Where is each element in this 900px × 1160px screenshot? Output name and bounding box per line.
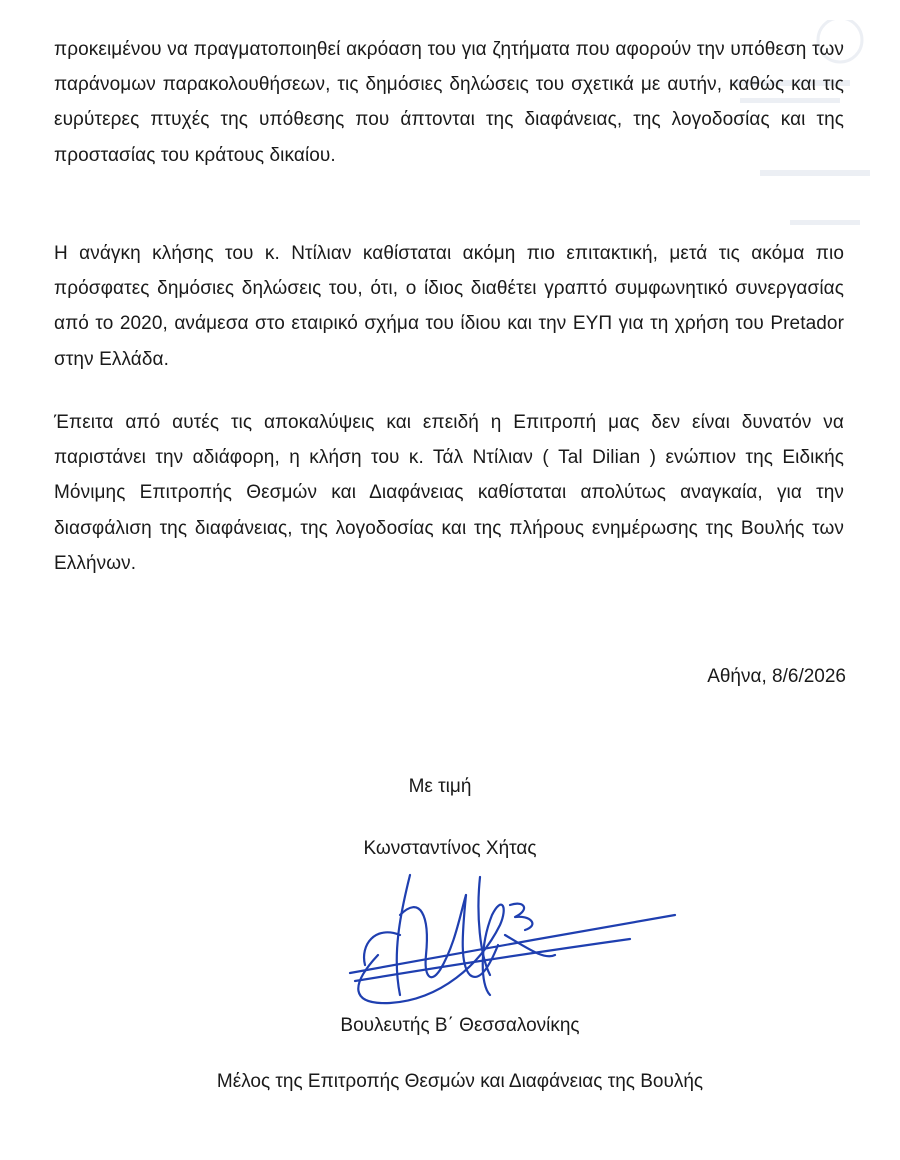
signer-role: Βουλευτής Β΄ Θεσσαλονίκης <box>340 1015 580 1036</box>
signer-membership: Μέλος της Επιτροπής Θεσμών και Διαφάνειας της Βουλής <box>216 1071 704 1092</box>
body-paragraph: Η ανάγκη κλήσης του κ. Ντίλιαν καθίσταται ακόμη πιο επιτακτική, μετά τις ακόμα πιο πρόσφατες δημόσιες δηλώσεις του, ότι, ο ίδιος διαθέτει γραπτό συμφωνητικό συνεργασίας από το 2020, ανάμεσα στο εταιρικό σχήμα του ίδιου και την ΕΥΠ για τη χρήση του Pretador στην Ελλάδα. <box>54 243 844 370</box>
body-paragraph: Έπειτα από αυτές τις αποκαλύψεις και επειδή η Επιτροπή μας δεν είναι δυνατόν να παριστάνει την αδιάφορη, η κλήση του κ. Τάλ Ντίλιαν ( Tal Dilian ) ενώπιον της Ειδικής Μόνιμης Επιτροπής Θεσμών και Διαφάνειας καθίσταται απολύτως αναγκαία, για την διασφάλιση της διαφάνειας, της λογοδοσίας και της πλήρους ενημέρωσης της Βουλής των Ελλήνων. <box>54 412 844 574</box>
place-and-date: Αθήνα, 8/6/2026 <box>707 666 846 687</box>
signer-name: Κωνσταντίνος Χήτας <box>363 838 537 859</box>
closing-salutation: Με τιμή <box>408 776 472 797</box>
handwritten-signature <box>330 855 690 1015</box>
body-paragraph: προκειμένου να πραγματοποιηθεί ακρόαση του για ζητήματα που αφορούν την υπόθεση των παράνομων παρακολουθήσεων, τις δημόσιες δηλώσεις του σχετικά με αυτήν, καθώς και τις ευρύτερες πτυχές της υπόθεσης που άπτονται της διαφάνειας, της λογοδοσίας και της προστασίας του κράτους δικαίου. <box>54 39 844 166</box>
